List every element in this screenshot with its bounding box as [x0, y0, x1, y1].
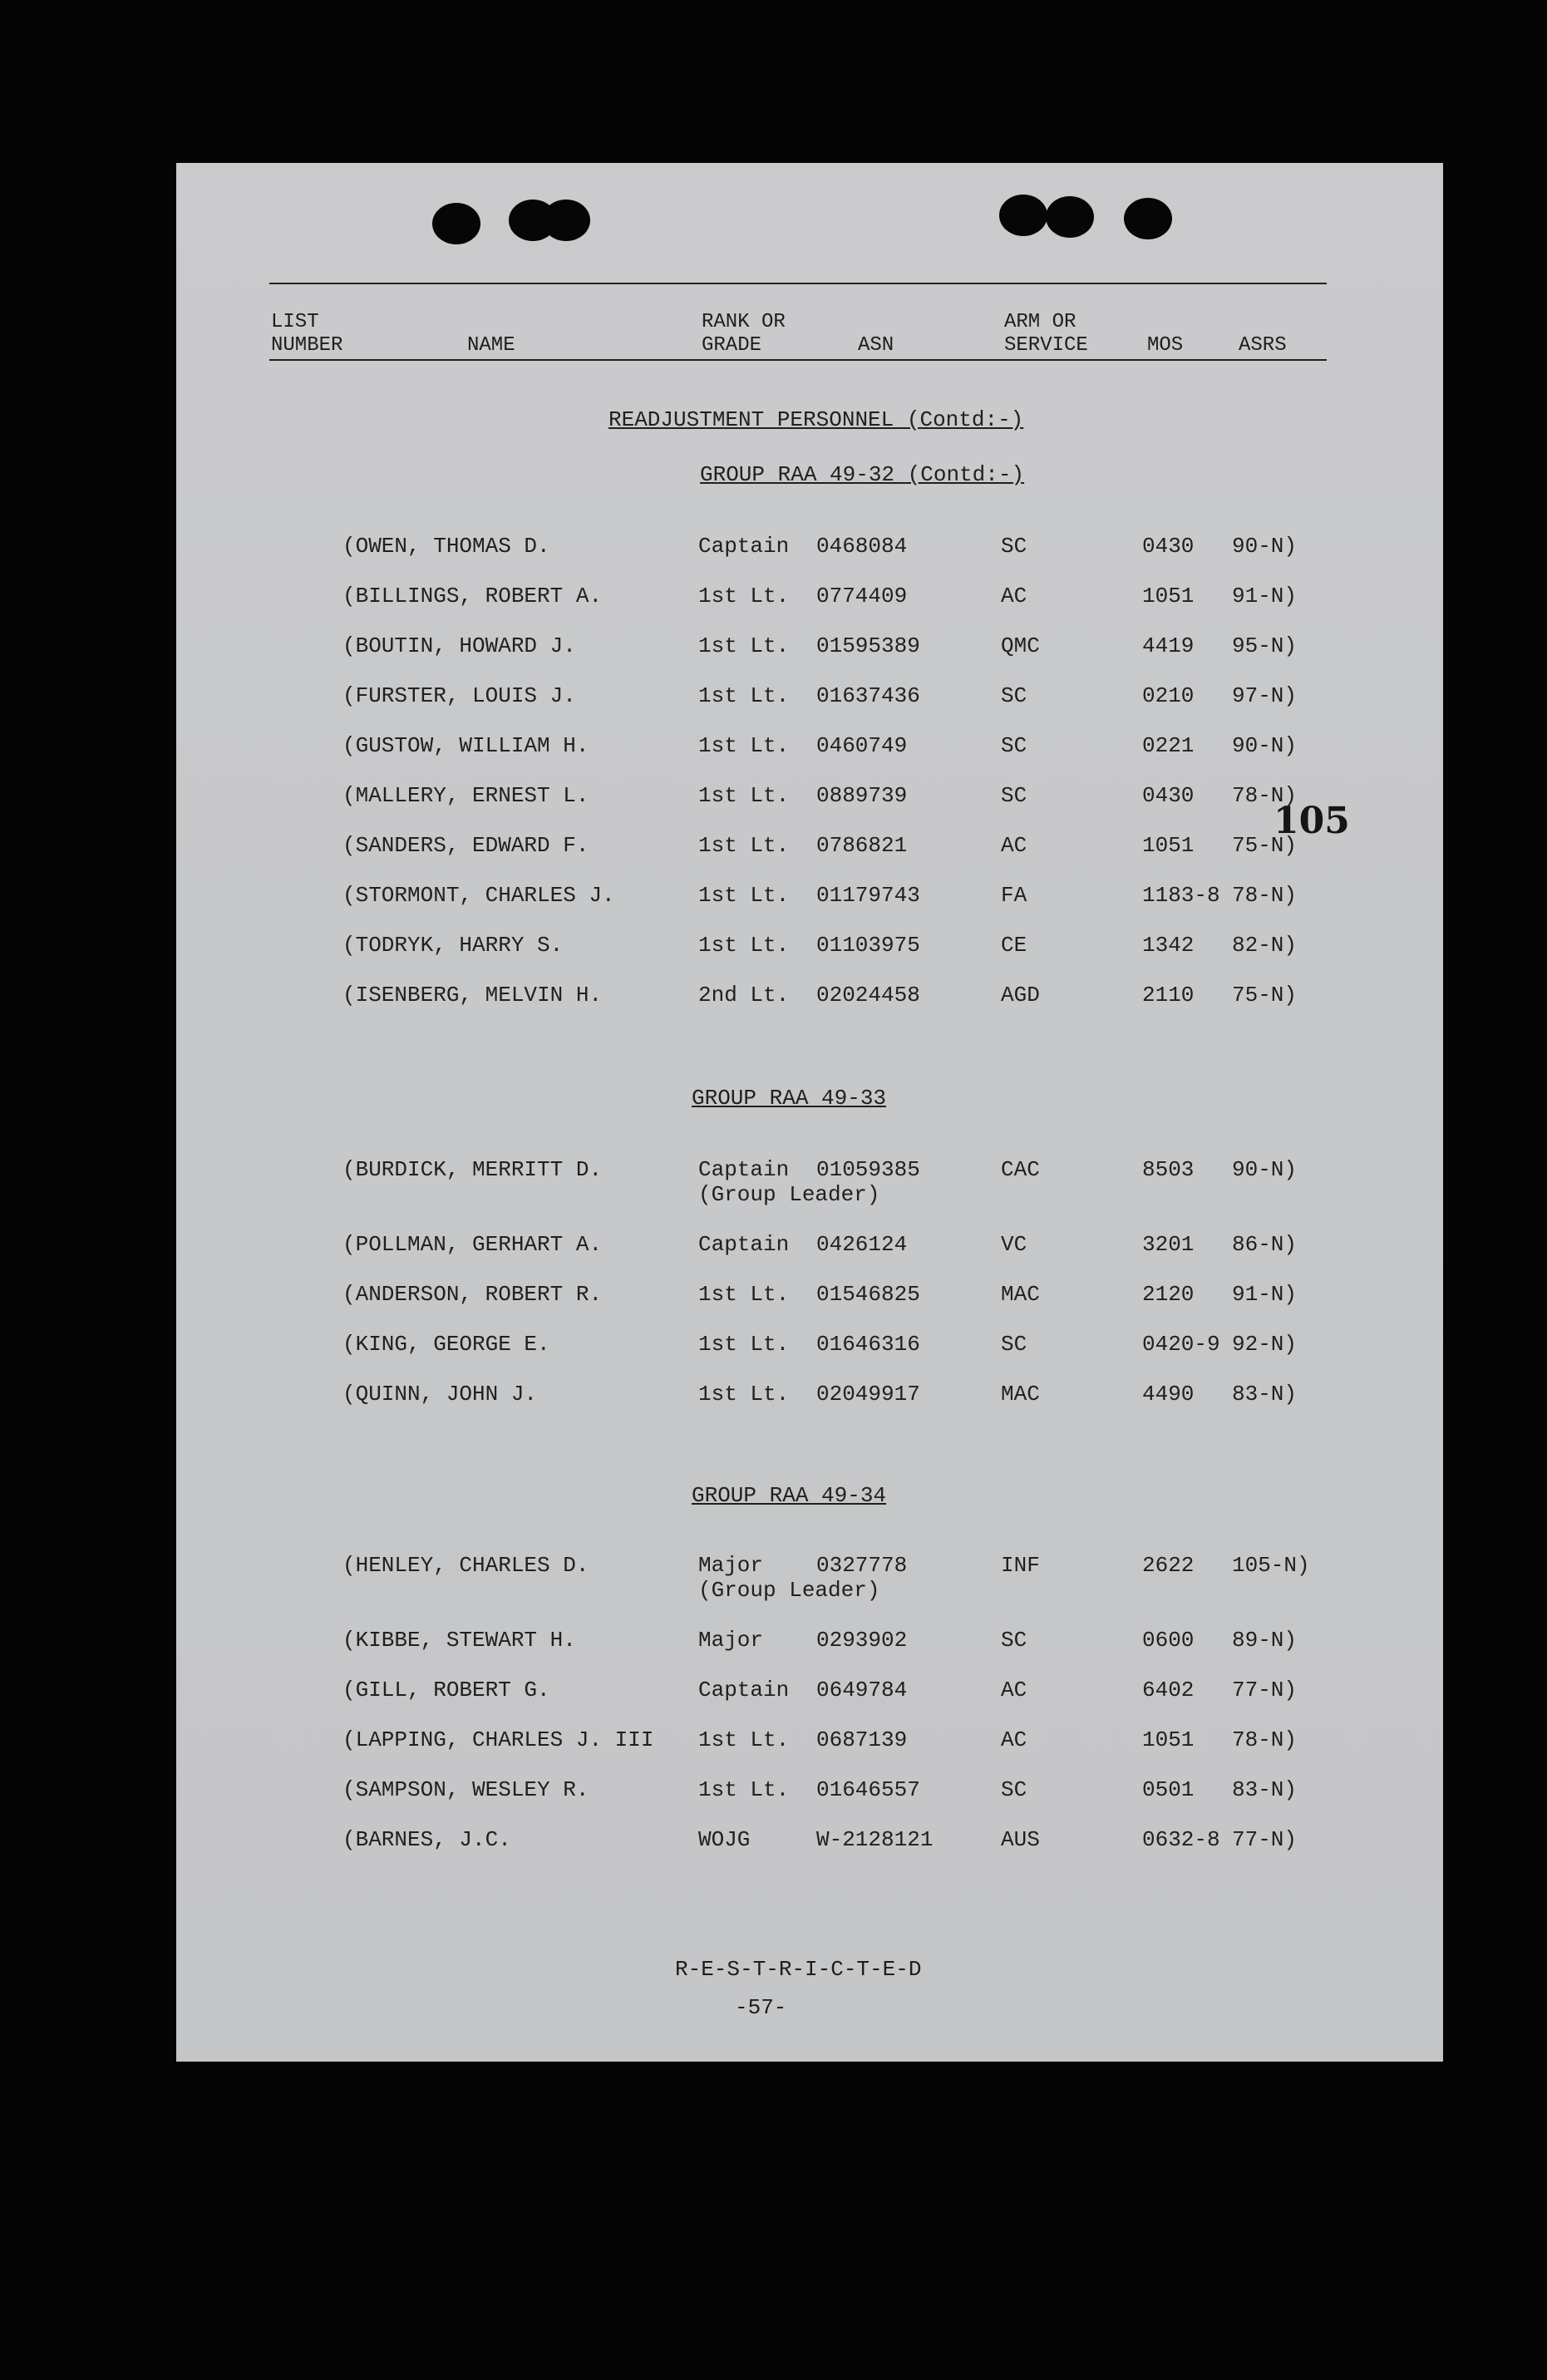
cell-name: (BOUTIN, HOWARD J. [342, 633, 576, 658]
header-list-number: LIST NUMBER [271, 311, 343, 357]
cell-mos: 0420-9 [1142, 1332, 1220, 1357]
cell-mos: 1051 [1142, 833, 1195, 858]
cell-grade: 1st Lt. [698, 883, 790, 908]
cell-arm: QMC [1001, 633, 1040, 658]
cell-grade: 1st Lt. [698, 1777, 790, 1802]
cell-arm: CE [1001, 933, 1027, 958]
cell-arm: MAC [1001, 1282, 1040, 1307]
cell-name: (POLLMAN, GERHART A. [342, 1232, 603, 1257]
cell-asrs: 77-N) [1232, 1827, 1298, 1852]
cell-name: (GUSTOW, WILLIAM H. [342, 733, 589, 758]
cell-grade: Captain [698, 1157, 790, 1182]
cell-arm: AGD [1001, 983, 1040, 1008]
cell-arm: VC [1001, 1232, 1027, 1257]
cell-name: (MALLERY, ERNEST L. [342, 783, 589, 808]
cell-name: (ISENBERG, MELVIN H. [342, 983, 603, 1008]
cell-asn: 01103975 [816, 933, 920, 958]
cell-mos: 3201 [1142, 1232, 1195, 1257]
cell-asrs: 86-N) [1232, 1232, 1298, 1257]
cell-name: (LAPPING, CHARLES J. III [342, 1727, 654, 1752]
cell-mos: 1183-8 [1142, 883, 1220, 908]
cell-mos: 0632-8 [1142, 1827, 1220, 1852]
cell-asn: 01595389 [816, 633, 920, 658]
cell-grade: 1st Lt. [698, 584, 790, 609]
cell-grade: 1st Lt. [698, 683, 790, 708]
cell-mos: 2622 [1142, 1553, 1195, 1578]
cell-asn: 0426124 [816, 1232, 908, 1257]
cell-name: (BILLINGS, ROBERT A. [342, 584, 603, 609]
cell-asn: 0786821 [816, 833, 908, 858]
cell-arm: FA [1001, 883, 1027, 908]
cell-asrs: 82-N) [1232, 933, 1298, 958]
cell-mos: 0501 [1142, 1777, 1195, 1802]
cell-asrs: 77-N) [1232, 1678, 1298, 1702]
cell-arm: AC [1001, 833, 1027, 858]
cell-grade: 1st Lt. [698, 733, 790, 758]
top-rule [269, 283, 1327, 284]
cell-mos: 4419 [1142, 633, 1195, 658]
cell-asrs: 75-N) [1232, 833, 1298, 858]
cell-name: (GILL, ROBERT G. [342, 1678, 550, 1702]
page-stamp: 105 [1274, 800, 1350, 842]
cell-asrs: 89-N) [1232, 1628, 1298, 1653]
cell-asn: 02024458 [816, 983, 920, 1008]
cell-asn: 0468084 [816, 534, 908, 559]
cell-asrs: 90-N) [1232, 733, 1298, 758]
cell-arm: SC [1001, 1628, 1027, 1653]
cell-asn: 0649784 [816, 1678, 908, 1702]
header-arm: ARM OR SERVICE [1004, 311, 1088, 357]
cell-mos: 0600 [1142, 1628, 1195, 1653]
cell-asn: 0293902 [816, 1628, 908, 1653]
cell-grade: 1st Lt. [698, 1282, 790, 1307]
cell-arm: SC [1001, 1332, 1027, 1357]
cell-arm: SC [1001, 783, 1027, 808]
cell-mos: 1051 [1142, 584, 1195, 609]
restricted-marking: R-E-S-T-R-I-C-T-E-D [675, 1957, 922, 1982]
cell-arm: INF [1001, 1553, 1040, 1578]
cell-asrs: 78-N) [1232, 783, 1298, 808]
cell-grade: Captain [698, 534, 790, 559]
cell-name: (FURSTER, LOUIS J. [342, 683, 576, 708]
header-name: NAME [467, 334, 515, 357]
cell-asn: W-2128121 [816, 1827, 934, 1852]
cell-name: (STORMONT, CHARLES J. [342, 883, 615, 908]
cell-mos: 2110 [1142, 983, 1195, 1008]
cell-asn: 02049917 [816, 1382, 920, 1407]
cell-arm: SC [1001, 1777, 1027, 1802]
cell-asn: 0687139 [816, 1727, 908, 1752]
cell-name: (BARNES, J.C. [342, 1827, 511, 1852]
cell-asrs: 78-N) [1232, 1727, 1298, 1752]
cell-asn: 0889739 [816, 783, 908, 808]
cell-arm: AC [1001, 1727, 1027, 1752]
cell-asn: 0327778 [816, 1553, 908, 1578]
group-title: GROUP RAA 49-33 [692, 1086, 887, 1111]
cell-asn: 0460749 [816, 733, 908, 758]
cell-arm: CAC [1001, 1157, 1040, 1182]
cell-name: (SANDERS, EDWARD F. [342, 833, 589, 858]
cell-grade: 1st Lt. [698, 1382, 790, 1407]
cell-grade: Major [698, 1628, 764, 1653]
header-rank: RANK OR GRADE [702, 311, 786, 357]
cell-asrs: 78-N) [1232, 883, 1298, 908]
cell-name: (BURDICK, MERRITT D. [342, 1157, 603, 1182]
page-number: -57- [735, 1995, 787, 2020]
cell-asrs: 91-N) [1232, 1282, 1298, 1307]
cell-grade: 1st Lt. [698, 833, 790, 858]
cell-grade: Major [698, 1553, 764, 1578]
cell-mos: 1051 [1142, 1727, 1195, 1752]
header-mos: MOS [1147, 334, 1184, 357]
section-title: READJUSTMENT PERSONNEL (Contd:-) [608, 407, 1024, 432]
cell-grade: 1st Lt. [698, 1727, 790, 1752]
cell-asrs: 91-N) [1232, 584, 1298, 609]
cell-asrs: 83-N) [1232, 1777, 1298, 1802]
group-title: GROUP RAA 49-34 [692, 1483, 887, 1508]
cell-asrs: 90-N) [1232, 534, 1298, 559]
cell-arm: MAC [1001, 1382, 1040, 1407]
cell-asrs: 92-N) [1232, 1332, 1298, 1357]
cell-mos: 0221 [1142, 733, 1195, 758]
cell-arm: AC [1001, 1678, 1027, 1702]
cell-asrs: 95-N) [1232, 633, 1298, 658]
cell-grade: 1st Lt. [698, 1332, 790, 1357]
cell-grade: 1st Lt. [698, 783, 790, 808]
cell-name: (HENLEY, CHARLES D. [342, 1553, 589, 1578]
cell-asrs: 105-N) [1232, 1553, 1310, 1578]
cell-note: (Group Leader) [698, 1182, 880, 1207]
cell-grade: 1st Lt. [698, 933, 790, 958]
cell-name: (ANDERSON, ROBERT R. [342, 1282, 603, 1307]
cell-grade: 2nd Lt. [698, 983, 790, 1008]
cell-asn: 0774409 [816, 584, 908, 609]
cell-arm: SC [1001, 733, 1027, 758]
group-title: GROUP RAA 49-32 (Contd:-) [700, 462, 1025, 487]
cell-note: (Group Leader) [698, 1578, 880, 1603]
cell-grade: Captain [698, 1678, 790, 1702]
cell-mos: 0430 [1142, 534, 1195, 559]
cell-name: (OWEN, THOMAS D. [342, 534, 550, 559]
cell-mos: 6402 [1142, 1678, 1195, 1702]
header-rule [269, 359, 1327, 361]
cell-asrs: 90-N) [1232, 1157, 1298, 1182]
cell-name: (TODRYK, HARRY S. [342, 933, 564, 958]
cell-grade: Captain [698, 1232, 790, 1257]
cell-mos: 8503 [1142, 1157, 1195, 1182]
cell-asrs: 97-N) [1232, 683, 1298, 708]
cell-name: (KIBBE, STEWART H. [342, 1628, 576, 1653]
cell-asn: 01646557 [816, 1777, 920, 1802]
cell-mos: 0430 [1142, 783, 1195, 808]
cell-asn: 01179743 [816, 883, 920, 908]
header-asrs: ASRS [1239, 334, 1287, 357]
cell-name: (KING, GEORGE E. [342, 1332, 550, 1357]
cell-arm: AC [1001, 584, 1027, 609]
cell-asn: 01646316 [816, 1332, 920, 1357]
cell-asn: 01637436 [816, 683, 920, 708]
cell-asrs: 75-N) [1232, 983, 1298, 1008]
cell-asn: 01546825 [816, 1282, 920, 1307]
cell-name: (QUINN, JOHN J. [342, 1382, 538, 1407]
cell-mos: 4490 [1142, 1382, 1195, 1407]
cell-arm: SC [1001, 683, 1027, 708]
cell-arm: AUS [1001, 1827, 1040, 1852]
cell-asn: 01059385 [816, 1157, 920, 1182]
cell-mos: 2120 [1142, 1282, 1195, 1307]
document-page [176, 163, 1443, 2062]
cell-grade: 1st Lt. [698, 633, 790, 658]
cell-asrs: 83-N) [1232, 1382, 1298, 1407]
cell-name: (SAMPSON, WESLEY R. [342, 1777, 589, 1802]
cell-grade: WOJG [698, 1827, 751, 1852]
cell-arm: SC [1001, 534, 1027, 559]
header-asn: ASN [858, 334, 894, 357]
cell-mos: 0210 [1142, 683, 1195, 708]
cell-mos: 1342 [1142, 933, 1195, 958]
